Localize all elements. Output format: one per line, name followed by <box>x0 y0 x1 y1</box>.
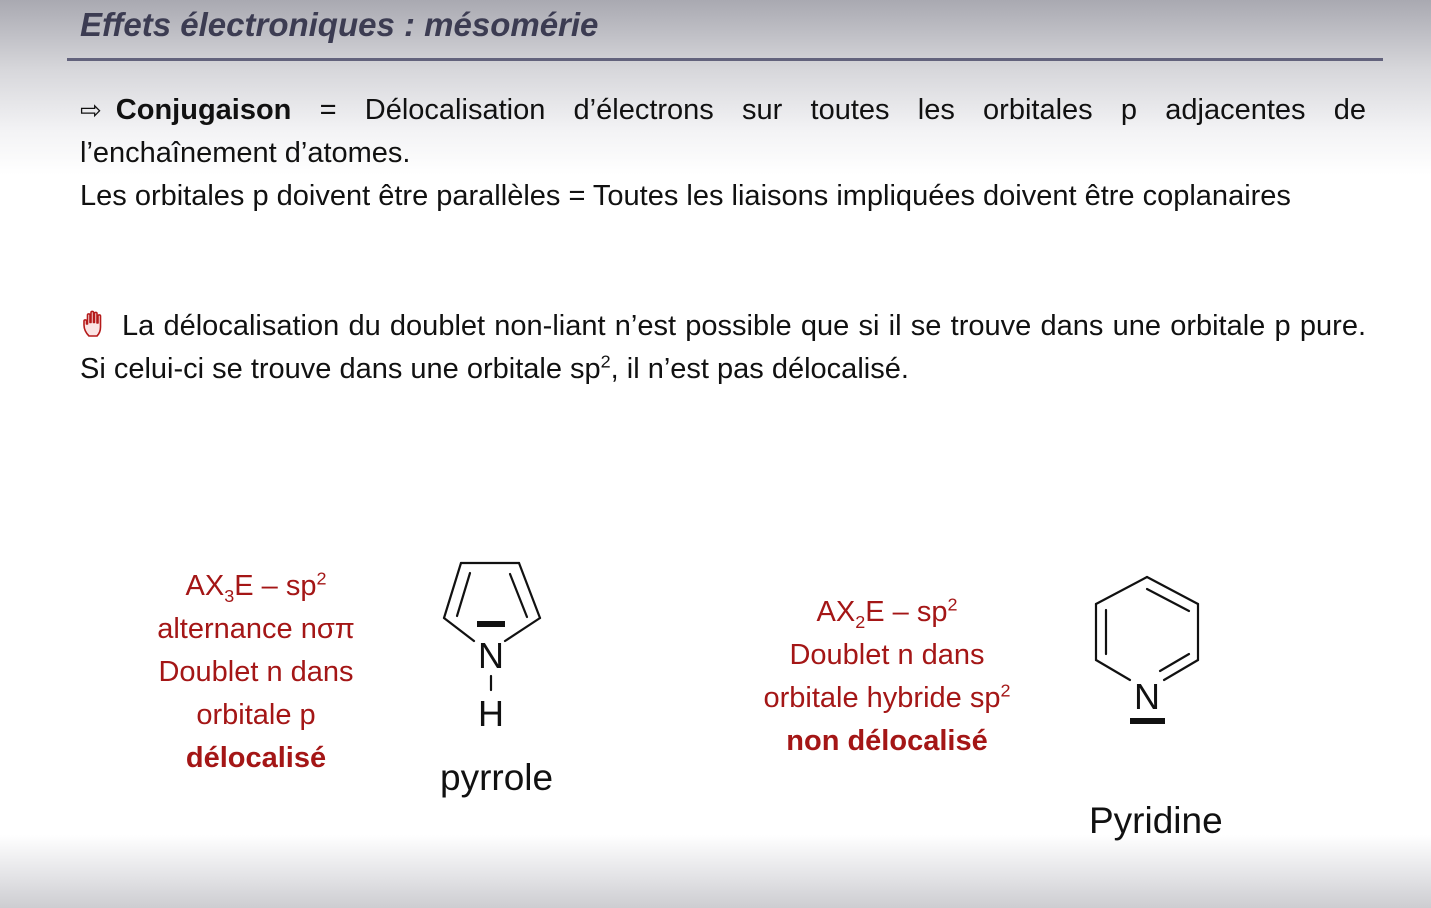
delocalisation-text: La délocalisation du doublet non-liant n’est possible que si il se trouve dans une orbitale p pure. Si celui-ci se trouve dans une orbitale sp <box>80 310 1366 385</box>
pyrrole-orbital: orbitale p <box>196 699 316 731</box>
conjugation-term: Conjugaison <box>115 94 292 126</box>
pyridine-bond-c6-n <box>1164 660 1198 680</box>
pyrrole-double-bond-c4-c5 <box>510 574 527 617</box>
pyrrole-annotation <box>116 565 396 780</box>
title-underline <box>67 58 1383 61</box>
pyrrole-lone-pair <box>477 621 505 627</box>
pyrrole-hydrogen: H <box>478 693 504 734</box>
pyridine-double-bond-c4-c5 <box>1147 589 1189 611</box>
pyridine-bond-c4-c5 <box>1147 577 1198 604</box>
pyrrole-doublet: Doublet n dans <box>158 656 354 688</box>
slide-title: Effets électroniques : mésomérie <box>80 6 599 43</box>
pyridine-orbital: orbitale hybride $sp^2$ <box>763 680 1011 714</box>
pyridine-annotation <box>717 591 1057 763</box>
pyridine-bond-n-c2 <box>1096 660 1130 680</box>
pyridine-doublet: Doublet n dans <box>789 639 985 671</box>
pyridine-lone-pair <box>1130 718 1165 724</box>
pyridine-name: Pyridine <box>1089 800 1223 841</box>
pyridine-hybridisation: $AX_2E - sp^2$ <box>816 594 958 632</box>
pyrrole-bond-c5-n <box>505 618 540 641</box>
pyrrole-name: pyrrole <box>440 757 554 798</box>
sp2-superscript: 2 <box>600 351 611 372</box>
pyridine-verdict: non délocalisé <box>786 725 988 757</box>
pyrrole-bond-n-c2 <box>444 618 474 641</box>
footer-background <box>0 835 1431 908</box>
pyridine-bond-c3-c4 <box>1096 577 1147 604</box>
conjugation-paragraph <box>80 89 1366 218</box>
hand-icon <box>80 309 110 339</box>
conjugation-definition: = Délocalisation d’électrons sur toutes les orbitales p adjacentes de l’enchaînement d’atomes. <box>80 94 1366 169</box>
pyridine-structure <box>1085 565 1210 735</box>
coplanarity-statement: Les orbitales p doivent être parallèles = Toutes les liaisons impliquées doivent être coplanaires <box>80 180 1291 212</box>
pyrrole-verdict: délocalisé <box>185 742 327 774</box>
pyrrole-double-bond-c2-c3 <box>457 573 470 616</box>
arrow-right-outline-icon: ⇨ <box>80 95 102 125</box>
delocalisation-conclusion: , il n’est pas délocalisé. <box>610 353 909 385</box>
pyrrole-structure <box>430 555 560 735</box>
delocalisation-paragraph <box>80 305 1366 391</box>
pyrrole-hybridisation: $AX_3E - sp^2$ <box>185 568 327 606</box>
pyrrole-alternance: alternance nσπ <box>157 613 355 645</box>
pyridine-nitrogen: N <box>1134 676 1160 717</box>
pyrrole-nitrogen: N <box>478 635 504 676</box>
pyrrole-bond-c4-c5 <box>519 563 540 618</box>
